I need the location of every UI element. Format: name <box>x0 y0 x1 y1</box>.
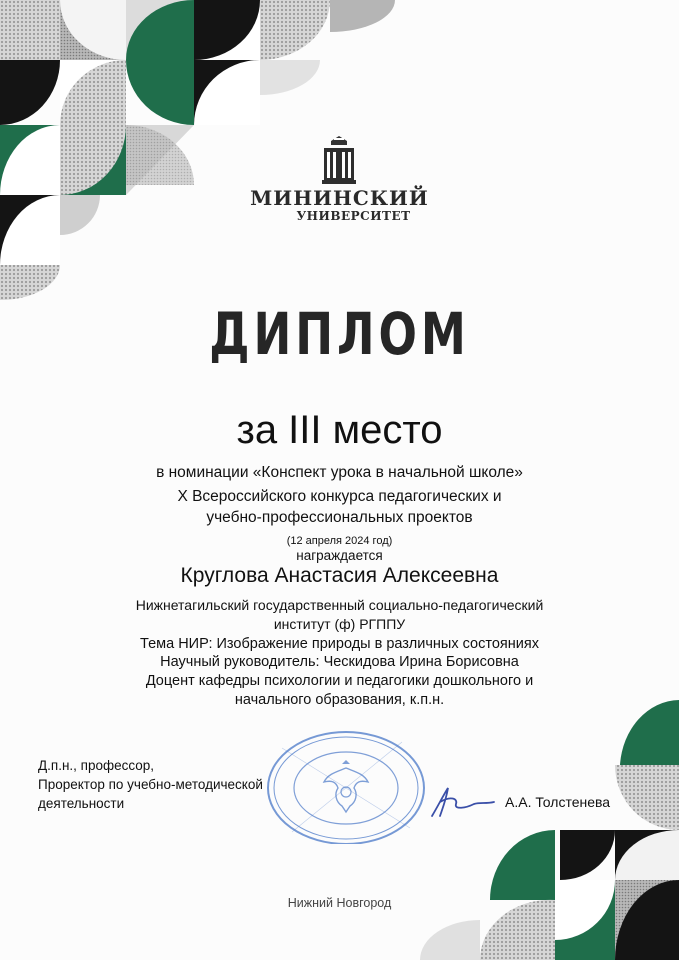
contest-line-1: X Всероссийского конкурса педагогических и <box>177 488 502 505</box>
award-place: за III место <box>236 408 443 452</box>
footer-city: Нижний Новгород <box>287 896 392 910</box>
signer-name: А.А. Толстенева <box>505 794 611 810</box>
contest-date: (12 апреля 2024 год) <box>286 535 393 547</box>
supervisor-position-line-1: Доцент кафедры психологии и педагогики дошкольного и <box>145 673 534 689</box>
signer-role-line-2: деятельности <box>38 796 125 811</box>
official-stamp <box>262 728 430 844</box>
signer-degree: Д.п.н., профессор, <box>38 758 155 773</box>
signature-mark <box>428 782 498 822</box>
logo-subtitle: УНИВЕРСИТЕТ <box>296 209 411 223</box>
nomination-text: в номинации «Конспект урока в начальной школе» <box>156 464 523 481</box>
institution-line-1: Нижнетагильский государственный социально-педагогический <box>135 597 544 613</box>
awarded-label: награждается <box>296 548 383 563</box>
signer-role-line-1: Проректор по учебно-методической <box>38 777 263 792</box>
signer-block <box>38 756 263 813</box>
logo-name: МИНИНСКИЙ <box>250 186 429 210</box>
institution-line-2: институт (ф) РГППУ <box>273 616 406 632</box>
diploma-title: ДИПЛОМ <box>209 300 470 368</box>
research-topic: Тема НИР: Изображение природы в различных состояниях <box>140 636 539 652</box>
supervisor-position-line-2: начального образования, к.п.н. <box>234 692 445 708</box>
university-logo-icon <box>318 136 360 184</box>
stamp-emblem-icon <box>324 760 368 812</box>
supervisor: Научный руководитель: Ческидова Ирина Борисовна <box>160 654 519 670</box>
contest-line-2: учебно-профессиональных проектов <box>206 509 473 526</box>
deco-bottom-shapes <box>420 700 679 960</box>
recipient-name: Круглова Анастасия Алексеевна <box>180 564 499 587</box>
